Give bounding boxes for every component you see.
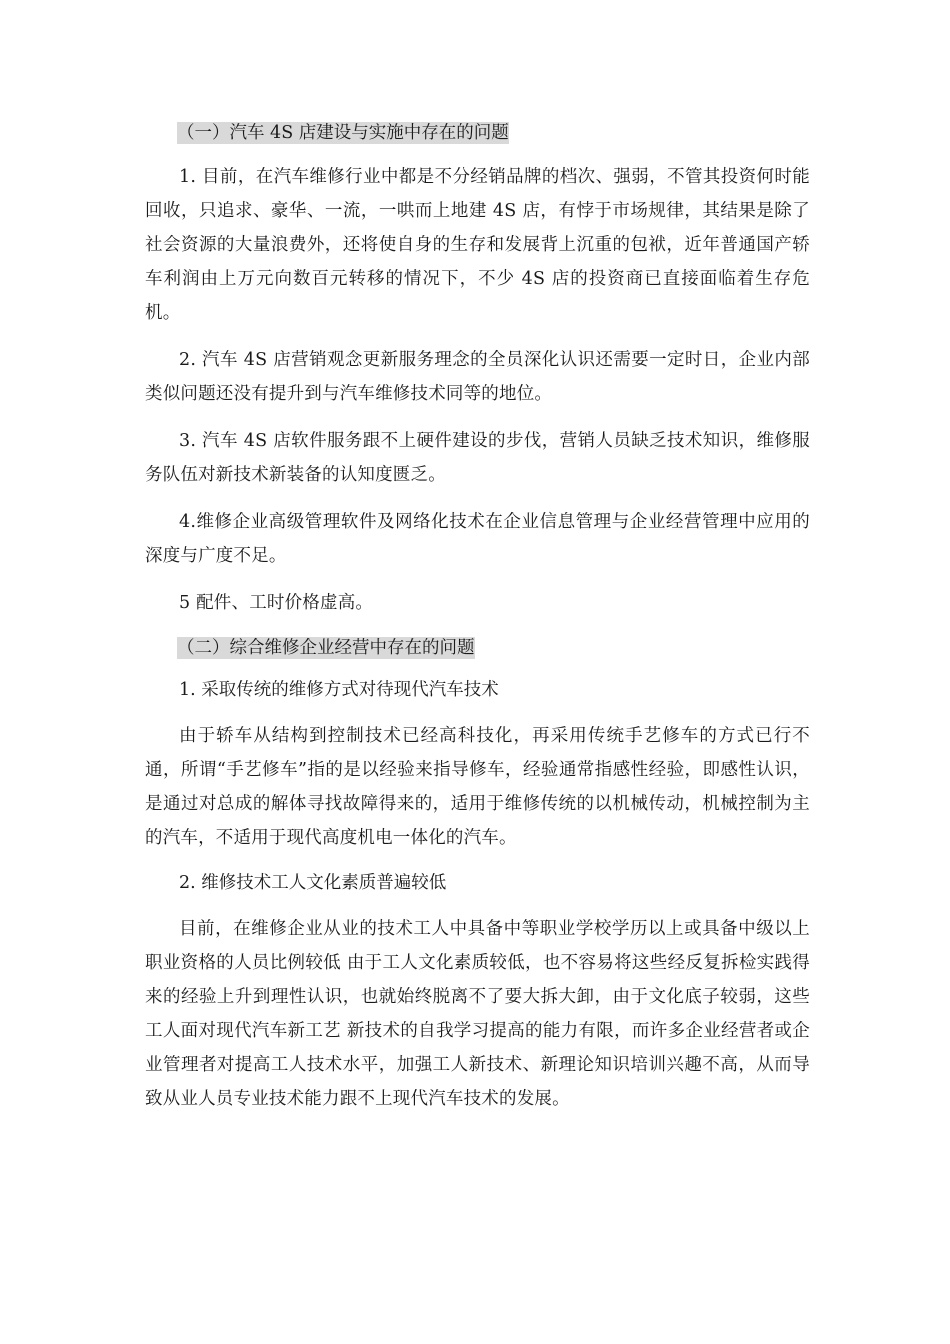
section-2-heading-text: （二）综合维修企业经营中存在的问题 xyxy=(177,638,475,658)
section-1-heading-text: （一）汽车 4S 店建设与实施中存在的问题 xyxy=(177,123,509,143)
section-2-paragraph-2: 目前，在维修企业从业的技术工人中具备中等职业学校学历以上或具备中级以上职业资格的人员比例较低 由于工人文化素质较低，也不容易将这些经反复拆检实践得来的经验上升到理性认识，也就始终脱离不了要大拆大卸，由于文化底子较弱，这些工人面对现代汽车新工艺 新技术的自我学习提高的能力有限，而许多企业经营者或企业管理者对提高工人技术水平，加强工人新技术、新理论知识培训兴趣不高，从而导致从业人员专业技术能力跟不上现代汽车技术的发展。 xyxy=(145,919,810,1109)
section-1-item-1: 1. 目前，在汽车维修行业中都是不分经销品牌的档次、强弱，不管其投资何时能回收，只追求、豪华、一流，一哄而上地建 4S 店，有悖于市场规律，其结果是除了社会资源的大量浪费外，还将使自身的生存和发展背上沉重的包袱，近年普通国产轿车利润由上万元向数百元转移的情况下，不少 4S 店的投资商已直接面临着生存危机。 xyxy=(145,167,810,323)
section-2-subheading-1: 1. 采取传统的维修方式对待现代汽车技术 xyxy=(179,680,499,700)
document-page xyxy=(145,118,810,1129)
section-1-item-3: 3. 汽车 4S 店软件服务跟不上硬件建设的步伐，营销人员缺乏技术知识，维修服务队伍对新技术新装备的认知度匮乏。 xyxy=(145,431,810,485)
section-2-subheading-2: 2. 维修技术工人文化素质普遍较低 xyxy=(179,873,447,893)
section-1-item-2: 2. 汽车 4S 店营销观念更新服务理念的全员深化认识还需要一定时日，企业内部类似问题还没有提升到与汽车维修技术同等的地位。 xyxy=(145,350,810,404)
section-1-item-5: 5 配件、工时价格虚高。 xyxy=(179,593,374,613)
section-1-item-4: 4.维修企业高级管理软件及网络化技术在企业信息管理与企业经营管理中应用的深度与广度不足。 xyxy=(145,512,810,566)
section-1-heading xyxy=(145,118,810,148)
section-2-heading xyxy=(145,633,810,663)
section-2-paragraph-1: 由于轿车从结构到控制技术已经高科技化，再采用传统手艺修车的方式已行不通，所谓“手艺修车”指的是以经验来指导修车，经验通常指感性经验，即感性认识，是通过对总成的解体寻找故障得来的，适用于维修传统的以机械传动，机械控制为主的汽车，不适用于现代高度机电一体化的汽车。 xyxy=(145,726,810,848)
